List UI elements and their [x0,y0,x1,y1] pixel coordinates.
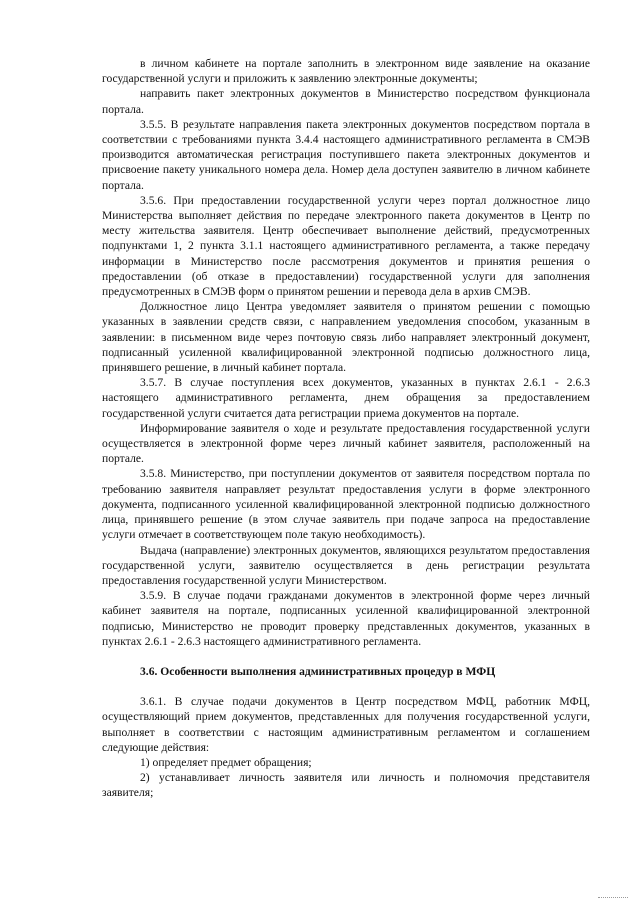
paragraph-3-5-8: 3.5.8. Министерство, при поступлении документов от заявителя посредством портала по требованию заявителя направляет результат предоставления услуги в форме электронного документа, подписанного усиленной квалифицированной электронной подписью должностного лица, принявшего решение (в этом случае заявитель при подаче запроса на предоставление услуги отмечает в соответствующем поле такую необходимость). [102,467,590,542]
section-spacer [102,649,590,664]
paragraph-fill-application: в личном кабинете на портале заполнить в электронном виде заявление на оказание государственной услуги и приложить к заявлению электронные документы; [102,57,590,86]
paragraph-informing: Информирование заявителя о ходе и результате предоставления государственной услуги осуществляется в электронной форме через личный кабинет заявителя, расположенный на портале. [102,421,590,466]
list-item-2: 2) устанавливает личность заявителя или личность и полномочия представителя заявителя; [102,771,590,800]
section-spacer [102,679,590,694]
paragraph-3-5-9: 3.5.9. В случае подачи гражданами документов в электронной форме через личный кабинет заявителя на портале, подписанных усиленной квалифицированной электронной подписью, Министерство не проводит проверку представленных документов, указанных в пунктах 2.6.1 - 2.6.3 настоящего административного регламента. [102,589,590,648]
section-heading-3-6: 3.6. Особенности выполнения административных процедур в МФЦ [140,664,496,678]
paragraph-3-5-6: 3.5.6. При предоставлении государственной услуги через портал должностное лицо Министерства выполняет действия по передаче электронного пакета документов в Центр по месту жительства заявителя. Центр обеспечивает выполнение действий, предусмотренных подпунктами 1, 2 пункта 3.1.1 настоящего административного регламента, а также передачу информации в Министерство после рассмотрения документов и принятия решения о предоставлении (об отказе в предоставлении) государственной услуги для заполнения предусмотренных в СМЭВ форм о принятом решении и перевода дела в архив СМЭВ. [102,193,590,299]
list-item-1: 1) определяет предмет обращения; [140,755,312,769]
paragraph-center-notification: Должностное лицо Центра уведомляет заявителя о принятом решении с помощью указанных в заявлении средств связи, с направлением уведомления способом, указанным в заявлении: в письменном виде через почтовую связь либо направляет электронный документ, подписанный усиленной квалифицированной электронной подписью должностного лица, принявшего решение, в личный кабинет портала. [102,300,590,375]
paragraph-3-5-5: 3.5.5. В результате направления пакета электронных документов посредством портала в соответствии с требованиями пункта 3.4.4 настоящего административного регламента в СМЭВ производится автоматическая регистрация поступившего пакета электронных документов и присвоение пакету уникального номера дела. Номер дела доступен заявителю в личном кабинете портала. [102,117,590,192]
page-corner-mark [598,897,628,899]
paragraph-issuance: Выдача (направление) электронных документов, являющихся результатом предоставления государственной услуги, заявителю осуществляется в день регистрации результата предоставления государственной услуги Министерством. [102,543,590,587]
paragraph-3-6-1: 3.6.1. В случае подачи документов в Центр посредством МФЦ, работник МФЦ, осуществляющий прием документов, представленных для получения государственной услуги, выполняет в соответствии с настоящим административным регламентом и соглашением следующие действия: [102,695,590,754]
paragraph-send-package: направить пакет электронных документов в Министерство посредством функционала портала. [102,87,590,116]
document-page [102,56,590,801]
paragraph-3-5-7: 3.5.7. В случае поступления всех документов, указанных в пунктах 2.6.1 - 2.6.3 настоящего административного регламента, днем обращения за предоставлением государственной услуги считается дата регистрации приема документов на портале. [102,376,590,420]
